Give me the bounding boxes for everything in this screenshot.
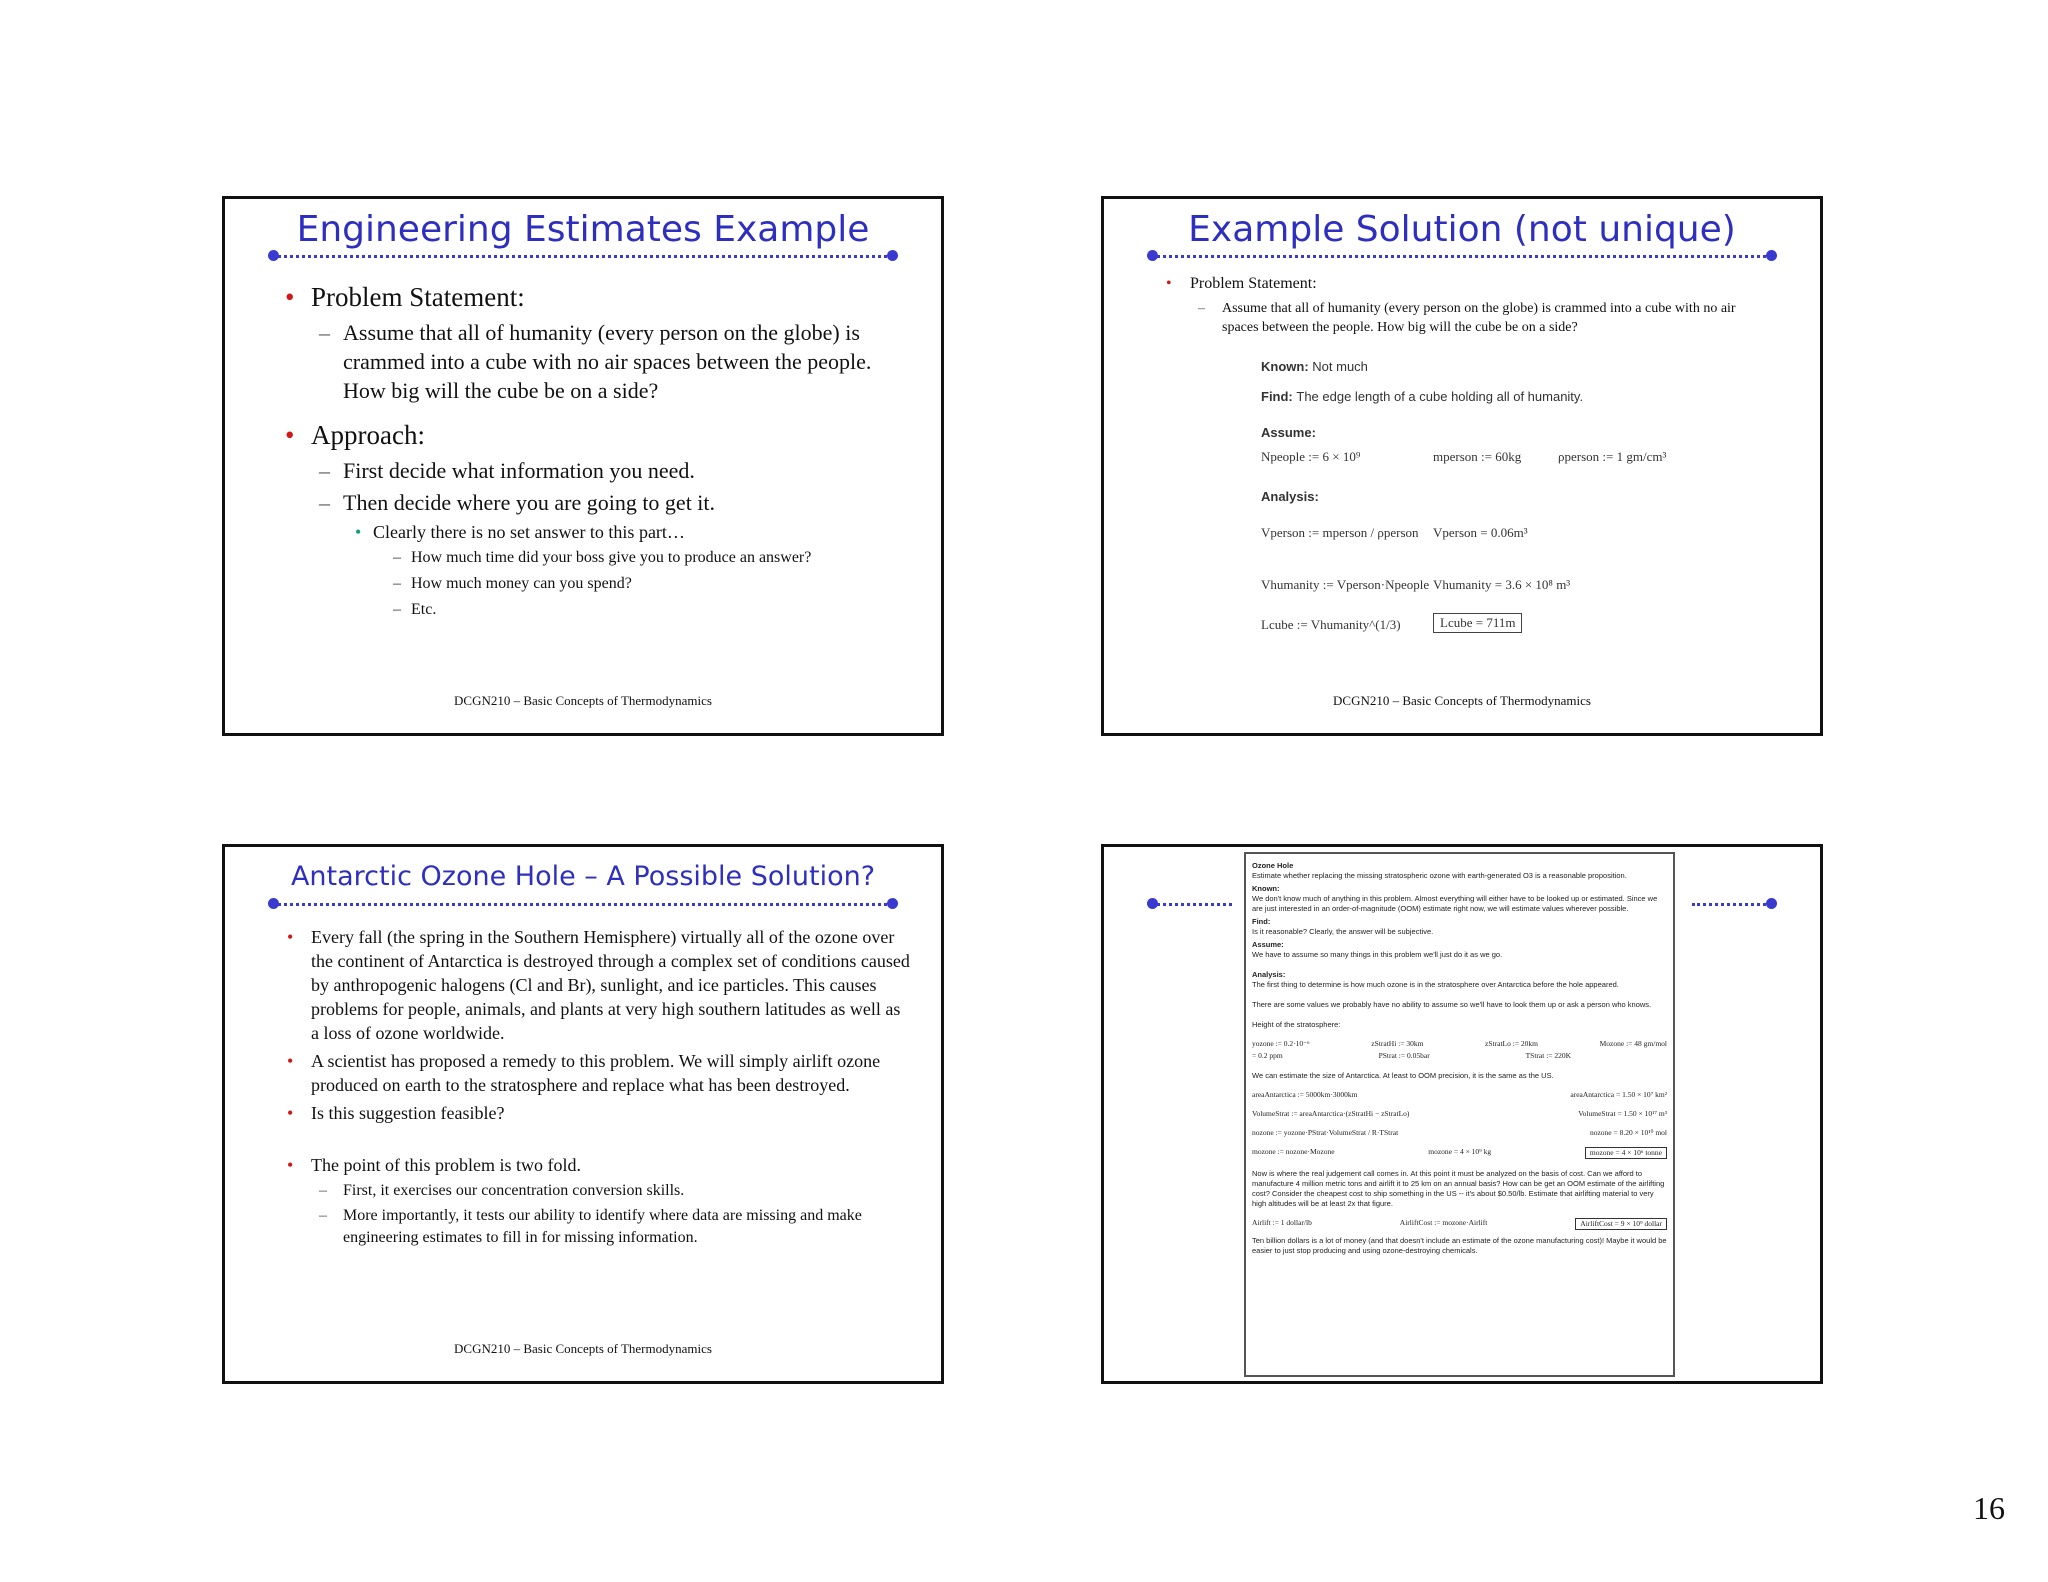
bullet: • Approach: [311,417,911,453]
bullet: • Problem Statement: [1190,273,1790,295]
slide-footer: DCGN210 – Basic Concepts of Thermodynamics [454,1341,712,1356]
worksheet-text: We can estimate the size of Antarctica. At least to OOM precision, it is the same as the US. [1252,1071,1554,1080]
slide-title: Antarctic Ozone Hole – A Possible Solution? [290,861,876,892]
equation: zStratHi := 30km [1371,1039,1424,1048]
analysis-label: Analysis: [1261,489,1319,504]
bullet: • Problem Statement: [311,279,911,315]
worksheet-text: Is it reasonable? Clearly, the answer will be subjective. [1252,927,1434,936]
slide-example-solution [1101,196,1823,736]
title-divider [1692,903,1772,906]
detail-bullet: – How much time did your boss give you to produce an answer? [411,545,911,571]
equation: = 0.2 ppm [1252,1051,1283,1060]
divider-dot [1147,250,1158,261]
detail-bullet: – Etc. [411,597,911,623]
title-divider [1152,255,1772,258]
equation: nozone := yozone·PStrat·VolumeStrat / R·TStrat [1252,1128,1399,1137]
slide-ozone-calculation [1101,844,1823,1384]
calculation-sheet [1261,359,1681,669]
slide-engineering-estimates [222,196,944,736]
divider-dot [887,898,898,909]
bullet: • Every fall (the spring in the Southern Hemisphere) virtually all of the ozone over the continent of Antarctica is destroyed through a complex set of conditions caused by anthropogenic halogens (Cl and Br), sunlight, and ice particles. This causes problems for people, animals, and plants at very high southern latitudes as well as a loss of ozone worldwide. [311,925,911,1045]
assume-heading: Assume: [1252,940,1284,949]
bullet: • Is this suggestion feasible? [311,1101,911,1125]
slide-ozone-hole [222,844,944,1384]
worksheet-text: We have to assume so many things in this problem we'll just do it as we go. [1252,950,1503,959]
equation: TStrat := 220K [1525,1051,1572,1060]
equation: areaAntarctica = 1.50 × 10⁷ km² [1570,1090,1667,1099]
slide-title: Example Solution (not unique) [1188,209,1736,250]
find-line [1261,389,1583,404]
divider-dot [268,898,279,909]
npeople-eq: Npeople := 6 × 10⁹ [1261,449,1361,464]
boxed-result: AirliftCost = 9 × 10⁹ dollar [1575,1218,1667,1230]
ozone-heading: Ozone Hole [1252,861,1294,870]
find-value: The edge length of a cube holding all of humanity. [1296,389,1584,404]
sub-bullet: – Assume that all of humanity (every person on the globe) is crammed into a cube with no air spaces between the people. How big will the cube be on a side? [343,318,911,405]
analysis-heading: Analysis: [1252,970,1286,979]
page-number: 16 [1973,1490,2005,1526]
slide-footer: DCGN210 – Basic Concepts of Thermodynamics [454,693,712,708]
vperson-result: Vperson = 0.06m³ [1433,525,1528,540]
equation: PStrat := 0.05bar [1378,1051,1430,1060]
equation-row [1252,1039,1667,1049]
equation-row [1252,1147,1667,1159]
scanned-worksheet [1244,852,1675,1377]
slide-title: Engineering Estimates Example [296,209,870,250]
sub-bullet: – Assume that all of humanity (every person on the globe) is crammed into a cube with no air spaces between the people. How big will the cube be on a side? [1222,299,1762,337]
equation: mozone = 4 × 10⁹ kg [1428,1147,1492,1156]
equation-row [1252,1218,1667,1230]
equation-row [1252,1090,1667,1100]
title-divider [273,255,893,258]
equation: Mozone := 48 gm/mol [1599,1039,1667,1048]
equation: mozone := nozone·Mozone [1252,1147,1335,1156]
equation: nozone = 8.20 × 10¹⁰ mol [1589,1128,1667,1137]
worksheet-text: Height of the stratosphere: [1252,1020,1341,1029]
slide-bullets [1190,273,1790,337]
equation: Airlift := 1 dollar/lb [1252,1218,1312,1227]
vhumanity-result: Vhumanity = 3.6 × 10⁸ m³ [1433,577,1571,592]
slide-bullets [311,275,911,623]
equation-row [1252,1128,1667,1138]
worksheet-text: There are some values we probably have no ability to assume so we'll have to look them up or ask a person who knows. [1252,1000,1652,1009]
worksheet-text: Now is where the real judgement call comes in. At this point it must be analyzed on the basis of cost. Can we afford to manufacture 4 million metric tons and airlift it to 25 km on an annual basis? How can be get an OOM estimate of the airlifting cost? Consider the cheapest cost to ship something in the US -- it's about $0.50/lb. Estimate that airlifting material to very high altitudes will be at least 2x that figure. [1252,1169,1665,1208]
equation: yozone := 0.2·10⁻⁶ [1252,1039,1310,1048]
known-value: Not much [1312,359,1368,374]
sub-sub-bullet: • Clearly there is no set answer to this part… [373,519,911,545]
divider-dot [1766,250,1777,261]
worksheet-text: Ten billion dollars is a lot of money (and that doesn't include an estimate of the ozone manufacturing cost)! Maybe it would be easier to just stop producing and using ozone-destroying chemicals. [1252,1236,1667,1255]
equation: zStratLo := 20km [1485,1039,1539,1048]
known-line [1261,359,1368,374]
equation: VolumeStrat = 1.50 × 10¹⁷ m³ [1578,1109,1667,1118]
sub-bullet: – Then decide where you are going to get it. [343,488,911,517]
equation: AirliftCost := mozone·Airlift [1399,1218,1488,1227]
equation-row [1252,1051,1667,1061]
bullet: • A scientist has proposed a remedy to this problem. We will simply airlift ozone produced on earth to the stratosphere and replace what has been destroyed. [311,1049,911,1097]
known-heading: Known: [1252,884,1280,893]
equation: VolumeStrat := areaAntarctica·(zStratHi − zStratLo) [1252,1109,1410,1118]
slide-footer: DCGN210 – Basic Concepts of Thermodynamics [1333,693,1591,708]
equation-row [1252,1109,1667,1119]
boxed-result: mozone = 4 × 10⁶ tonne [1585,1147,1667,1159]
find-label: Find: [1261,389,1293,404]
worksheet-text: We don't know much of anything in this problem. Almost everything will either have to be looked up or estimated. Since we are just interested in an order-of-magnitude (OOM) estimate right now, we will estimate values wherever possible. [1252,894,1658,913]
slide-bullets [311,921,911,1249]
density-eq: ρperson := 1 gm/cm³ [1558,449,1667,464]
worksheet-text: The first thing to determine is how much ozone is in the stratosphere over Antarctica before the hole appeared. [1252,980,1619,989]
mperson-eq: mperson := 60kg [1433,449,1522,464]
bullet: • The point of this problem is two fold. [311,1153,911,1177]
title-divider [1152,903,1232,906]
divider-dot [887,250,898,261]
vperson-def: Vperson := mperson / ρperson [1261,525,1419,540]
divider-dot [1766,898,1777,909]
title-divider [273,903,893,906]
equation: areaAntarctica := 5000km·3000km [1252,1090,1358,1099]
sub-bullet: – First decide what information you need. [343,456,911,485]
find-heading: Find: [1252,917,1271,926]
divider-dot [1147,898,1158,909]
worksheet-text: Estimate whether replacing the missing stratospheric ozone with earth-generated O3 is a reasonable proposition. [1252,871,1627,880]
sub-bullet: – More importantly, it tests our ability to identify where data are missing and make engineering estimates to fill in for missing information. [343,1205,911,1249]
lcube-result: Lcube = 711m [1433,613,1522,633]
assume-label: Assume: [1261,425,1316,440]
sub-bullet: – First, it exercises our concentration conversion skills. [343,1180,911,1202]
known-label: Known: [1261,359,1309,374]
vhumanity-def: Vhumanity := Vperson·Npeople [1261,577,1430,592]
divider-dot [268,250,279,261]
detail-bullet: – How much money can you spend? [411,571,911,597]
lcube-def: Lcube := Vhumanity^(1/3) [1261,617,1401,632]
